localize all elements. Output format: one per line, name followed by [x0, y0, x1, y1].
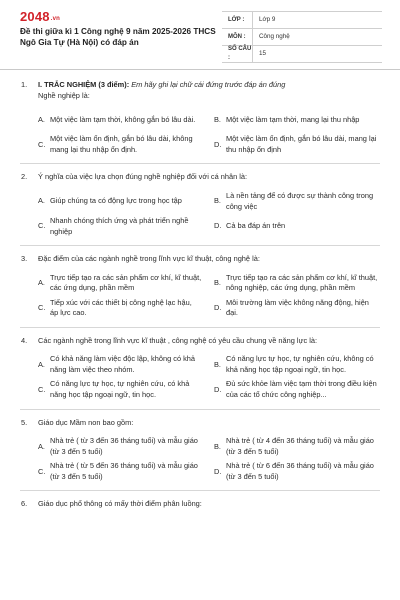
option-text: Có khả năng làm việc độc lập, không có khả năng làm việc theo nhóm.	[50, 354, 196, 375]
site-logo[interactable]	[20, 8, 60, 27]
question-2	[0, 172, 400, 239]
option-text: Nhà trẻ ( từ 6 đến 36 tháng tuổi) và mẫu giáo (từ 3 đến 5 tuổi)	[226, 461, 374, 481]
option-b[interactable]	[214, 189, 380, 214]
question-number: 6.	[21, 499, 28, 509]
question-text: Giáo dục Mầm non bao gồm:	[38, 417, 134, 427]
question-number: 3.	[21, 254, 28, 264]
option-letter: C.	[38, 139, 46, 149]
option-text: Nhà trẻ ( từ 4 đến 36 tháng tuổi) và mẫu giáo (từ 3 đến 5 tuổi)	[226, 436, 374, 456]
option-d[interactable]	[214, 459, 380, 484]
option-text: Có năng lực tự học, tự nghiên cứu, không có khả năng học tập ngoại ngữ, tin học.	[226, 354, 374, 375]
option-letter: C.	[38, 221, 46, 231]
option-text: Một việc làm ổn định, gắn bó lâu dài, không mang lại thu nhập ổn định.	[50, 134, 193, 154]
option-text: Đủ sức khỏe làm việc tạm thời trong điều kiện của các tổ chức công nghiệp...	[226, 379, 377, 400]
option-d[interactable]	[214, 378, 380, 403]
info-row-class	[222, 12, 382, 29]
question-list	[0, 80, 400, 510]
option-a[interactable]	[38, 107, 204, 132]
section-heading: I. TRẮC NGHIỆM (3 điểm):	[38, 80, 130, 89]
option-letter: C.	[38, 466, 46, 476]
answer-options	[38, 353, 380, 403]
option-letter: A.	[38, 196, 45, 206]
divider	[20, 245, 380, 246]
option-a[interactable]	[38, 353, 204, 378]
option-c[interactable]	[38, 214, 204, 239]
question-text: Đặc điểm của các ngành nghề trong lĩnh vực kĩ thuật, công nghệ là:	[38, 254, 260, 264]
option-letter: C.	[38, 303, 46, 313]
option-letter: A.	[38, 114, 45, 124]
option-letter: C.	[38, 384, 46, 394]
question-number: 4.	[21, 335, 28, 345]
question-5	[0, 418, 400, 485]
divider	[20, 163, 380, 164]
option-text: Một việc làm tạm thời, mang lại thu nhập	[226, 114, 360, 124]
option-text: Giúp chúng ta có động lực trong học tập	[50, 196, 182, 206]
option-text: Môi trường làm việc không năng động, hiện đại.	[226, 297, 369, 318]
option-letter: B.	[214, 441, 221, 451]
info-label: LỚP :	[228, 16, 245, 23]
option-letter: A.	[38, 441, 45, 451]
answer-options	[38, 189, 380, 239]
option-letter: D.	[214, 221, 222, 231]
option-text: Nhà trẻ ( từ 5 đến 36 tháng tuổi) và mẫu giáo (từ 3 đến 5 tuổi)	[50, 461, 198, 481]
option-letter: B.	[214, 359, 221, 369]
divider	[20, 490, 380, 491]
option-letter: D.	[214, 303, 222, 313]
divider	[20, 327, 380, 328]
option-b[interactable]	[214, 353, 380, 378]
info-row-question-count	[222, 46, 382, 63]
option-text: Một việc làm ổn định, gắn bó lâu dài, mang lại thu nhập ổn định	[226, 134, 377, 154]
question-number: 5.	[21, 417, 28, 427]
exam-info-table	[222, 11, 382, 63]
question-text	[38, 80, 380, 101]
page-header	[0, 0, 400, 70]
question-text: Ý nghĩa của việc lựa chọn đúng nghề nghiệp đối với cá nhân là:	[38, 172, 248, 182]
option-letter: A.	[38, 278, 45, 288]
option-c[interactable]	[38, 132, 204, 157]
option-c[interactable]	[38, 296, 204, 321]
option-d[interactable]	[214, 296, 380, 321]
option-d[interactable]	[214, 132, 380, 157]
info-label: SỐ CÂU :	[228, 46, 252, 61]
option-letter: A.	[38, 359, 45, 369]
question-text: Các ngành nghề trong lĩnh vực kĩ thuật , công nghệ có yêu cầu chung về năng lực là:	[38, 335, 318, 345]
option-text: Nhà trẻ ( từ 3 đến 36 tháng tuổi) và mẫu giáo (từ 3 đến 5 tuổi)	[50, 436, 198, 456]
option-text: Là nền tảng để có được sự thành công trong công việc	[226, 190, 374, 211]
option-text: Một việc làm tạm thời, không gắn bó lâu dài.	[50, 114, 196, 124]
option-c[interactable]	[38, 378, 204, 403]
option-letter: D.	[214, 466, 222, 476]
option-letter: D.	[214, 384, 222, 394]
option-d[interactable]	[214, 214, 380, 239]
answer-options	[38, 107, 380, 157]
info-row-subject	[222, 29, 382, 46]
option-text: Có năng lực tự học, tự nghiên cứu, có khả năng học tập ngoại ngữ, tin học.	[50, 379, 190, 400]
option-text: Tiếp xúc với các thiết bị công nghệ lạc hậu, áp lực cao.	[50, 297, 192, 318]
question-4	[0, 336, 400, 403]
option-b[interactable]	[214, 271, 380, 296]
question-6	[0, 499, 400, 510]
info-label: MÔN :	[228, 33, 246, 40]
answer-options	[38, 434, 380, 484]
logo-tld: .vn	[50, 16, 61, 22]
option-c[interactable]	[38, 459, 204, 484]
info-value: 15	[252, 46, 382, 62]
logo-text: 2048	[20, 9, 50, 24]
divider	[20, 409, 380, 410]
option-text: Cả ba đáp án trên	[226, 221, 286, 231]
info-value: Lớp 9	[252, 12, 382, 28]
option-letter: B.	[214, 114, 221, 124]
option-b[interactable]	[214, 107, 380, 132]
option-a[interactable]	[38, 271, 204, 296]
question-text: Giáo dục phổ thông có mấy thời điểm phân luồng:	[38, 499, 202, 509]
info-value: Công nghệ	[252, 29, 382, 45]
section-instruction: Em hãy ghi lại chữ cái đứng trước đáp án đúng	[131, 80, 286, 89]
question-1	[0, 80, 400, 157]
option-text: Nhanh chóng thích ứng và phát triển nghề nghiệp	[50, 215, 189, 236]
option-text: Trực tiếp tạo ra các sản phẩm cơ khí, kĩ thuật, các ứng dụng, phần mềm	[50, 272, 202, 293]
option-letter: D.	[214, 139, 222, 149]
option-text: Trực tiếp tạo ra các sản phẩm cơ khí, kĩ thuật, nông nghiệp, các ứng dụng, phần mềm	[226, 272, 378, 293]
answer-options	[38, 271, 380, 321]
option-letter: B.	[214, 278, 221, 288]
question-number: 1.	[21, 80, 28, 89]
question-3	[0, 254, 400, 321]
option-a[interactable]	[38, 189, 204, 214]
option-b[interactable]	[214, 434, 380, 459]
option-a[interactable]	[38, 434, 204, 459]
question-number: 2.	[21, 172, 28, 182]
option-letter: B.	[214, 196, 221, 206]
exam-title: Đề thi giữa kì 1 Công nghệ 9 năm 2025-2026 THCS Ngô Gia Tự (Hà Nội) có đáp án	[20, 27, 216, 48]
question-stem: Nghề nghiệp là:	[38, 90, 90, 100]
